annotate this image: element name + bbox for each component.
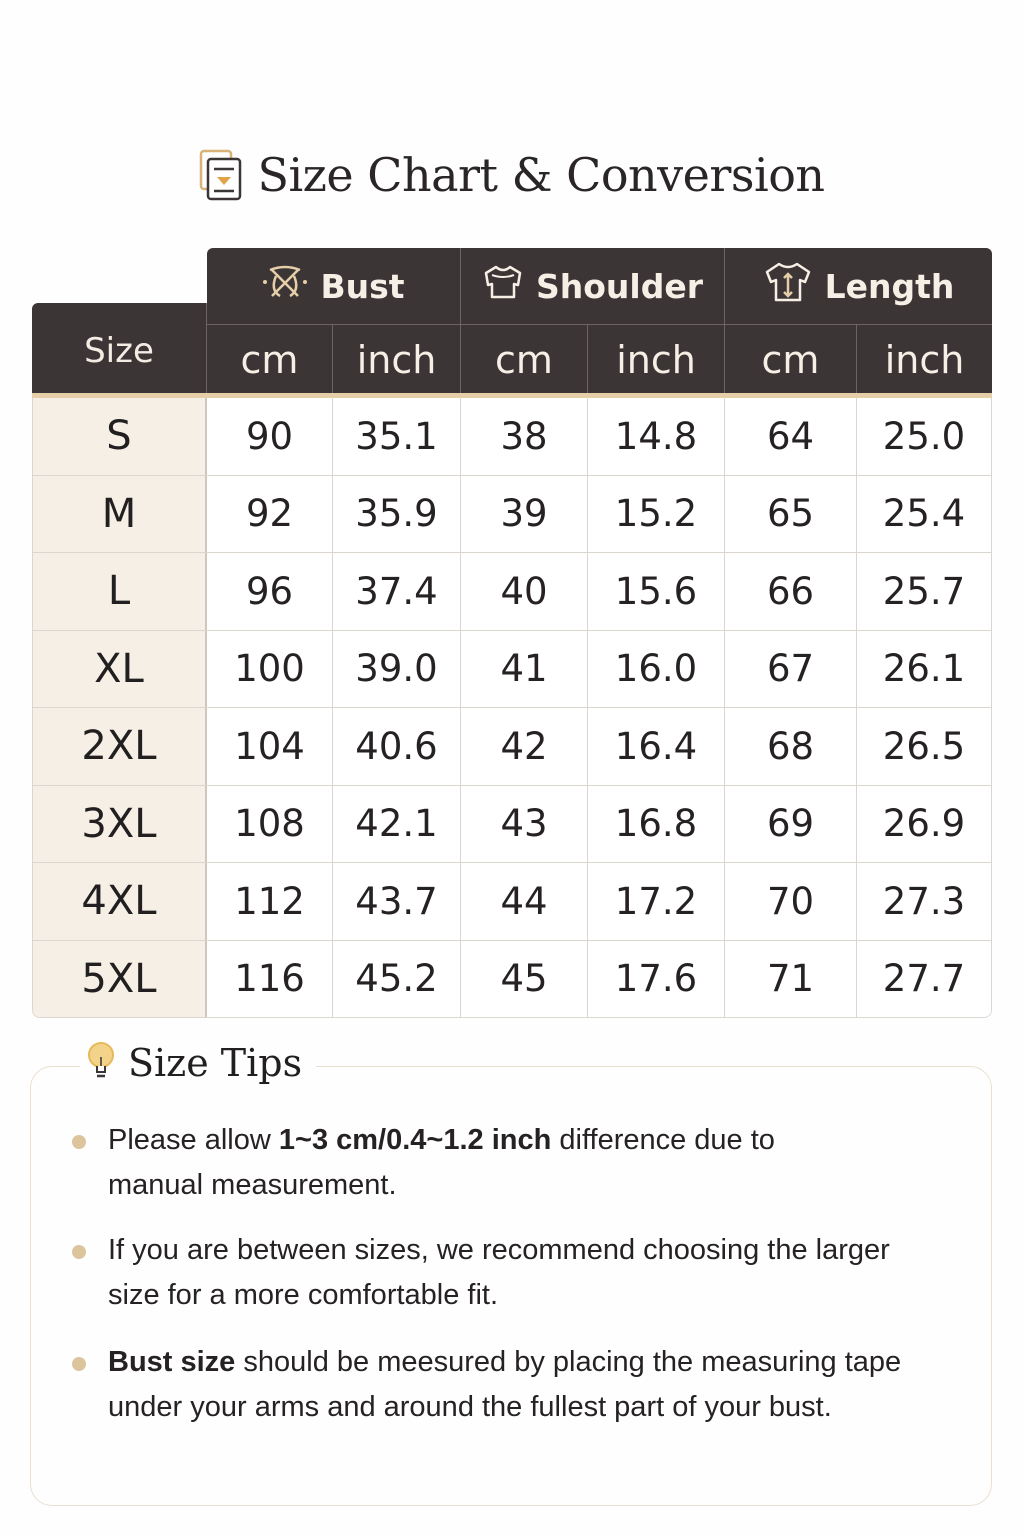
size-cell: S [33,398,207,475]
value-cell: 27.7 [857,941,991,1018]
page-title: Size Chart & Conversion [257,148,825,202]
table-row [33,398,991,476]
value-cell: 39.0 [333,631,461,708]
bust-measure-icon [262,262,308,310]
size-cell: 5XL [33,941,207,1018]
value-cell: 26.9 [857,786,991,863]
tip-text-part: should be meesured by placing the measuring tape under your arms and around the fullest part of your bust. [108,1346,902,1423]
value-cell: 16.0 [588,631,725,708]
size-column-header: Size [32,303,207,393]
group-header-length [725,248,992,324]
value-cell: 96 [207,553,333,630]
tshirt-length-icon [763,260,813,312]
shoulder-shirt-icon [482,263,524,309]
table-row [33,863,991,941]
value-cell: 15.2 [588,476,725,553]
bullet-icon [72,1245,86,1259]
bullet-icon [72,1357,86,1371]
size-cell: 4XL [33,863,207,940]
table-row [33,553,991,631]
table-row [33,476,991,554]
value-cell: 44 [461,863,588,940]
value-cell: 45.2 [333,941,461,1018]
value-cell: 92 [207,476,333,553]
value-cell: 25.4 [857,476,991,553]
value-cell: 41 [461,631,588,708]
unit-header: cm [207,325,333,394]
size-cell: M [33,476,207,553]
size-tips-header [80,1040,316,1086]
unit-header: cm [725,325,857,394]
table-row [33,941,991,1018]
group-header-bust [207,248,461,324]
table-row [33,708,991,786]
value-cell: 16.8 [588,786,725,863]
value-cell: 37.4 [333,553,461,630]
value-cell: 27.3 [857,863,991,940]
value-cell: 66 [725,553,857,630]
value-cell: 104 [207,708,333,785]
group-header-row [207,248,992,324]
value-cell: 38 [461,398,588,475]
value-cell: 68 [725,708,857,785]
value-cell: 64 [725,398,857,475]
value-cell: 43.7 [333,863,461,940]
value-cell: 35.9 [333,476,461,553]
group-label: Length [824,266,955,306]
value-cell: 35.1 [333,398,461,475]
value-cell: 40 [461,553,588,630]
value-cell: 15.6 [588,553,725,630]
tip-item [72,1228,952,1318]
value-cell: 17.2 [588,863,725,940]
tip-text [108,1118,868,1208]
tips-title: Size Tips [128,1041,303,1085]
size-cell: XL [33,631,207,708]
value-cell: 25.7 [857,553,991,630]
bullet-icon [72,1135,86,1149]
lightbulb-icon [84,1040,118,1086]
group-label: Bust [320,266,405,306]
value-cell: 17.6 [588,941,725,1018]
value-cell: 65 [725,476,857,553]
tip-emphasis: 1~3 cm/0.4~1.2 inch [278,1124,552,1156]
tip-item [72,1340,952,1430]
value-cell: 112 [207,863,333,940]
value-cell: 116 [207,941,333,1018]
table-body [32,398,992,1018]
table-row [33,786,991,864]
unit-header: inch [588,325,725,394]
value-cell: 42.1 [333,786,461,863]
size-chart-table [32,248,992,1010]
tip-text-part: difference due to manual measurement. [108,1124,775,1201]
size-cell: 2XL [33,708,207,785]
unit-header: cm [461,325,588,394]
value-cell: 26.1 [857,631,991,708]
value-cell: 14.8 [588,398,725,475]
value-cell: 71 [725,941,857,1018]
tip-text [108,1228,898,1318]
unit-header-row [207,324,992,394]
table-row [33,631,991,709]
size-cell: L [33,553,207,630]
tip-text-part: Please allow [108,1124,279,1156]
value-cell: 100 [207,631,333,708]
value-cell: 42 [461,708,588,785]
value-cell: 90 [207,398,333,475]
group-header-shoulder [461,248,725,324]
value-cell: 67 [725,631,857,708]
size-cell: 3XL [33,786,207,863]
title-row [0,148,1024,202]
tip-item [72,1118,952,1208]
value-cell: 26.5 [857,708,991,785]
tip-text-part: If you are between sizes, we recommend choosing the larger size for a more comfortable fit. [108,1234,890,1311]
value-cell: 25.0 [857,398,991,475]
value-cell: 45 [461,941,588,1018]
value-cell: 43 [461,786,588,863]
value-cell: 39 [461,476,588,553]
value-cell: 40.6 [333,708,461,785]
document-icon [199,149,243,201]
value-cell: 70 [725,863,857,940]
tip-text [108,1340,948,1430]
unit-header: inch [333,325,461,394]
unit-header: inch [884,337,965,382]
tip-emphasis: Bust size [108,1346,236,1378]
value-cell: 69 [725,786,857,863]
value-cell: 16.4 [588,708,725,785]
value-cell: 108 [207,786,333,863]
group-label: Shoulder [535,266,703,306]
